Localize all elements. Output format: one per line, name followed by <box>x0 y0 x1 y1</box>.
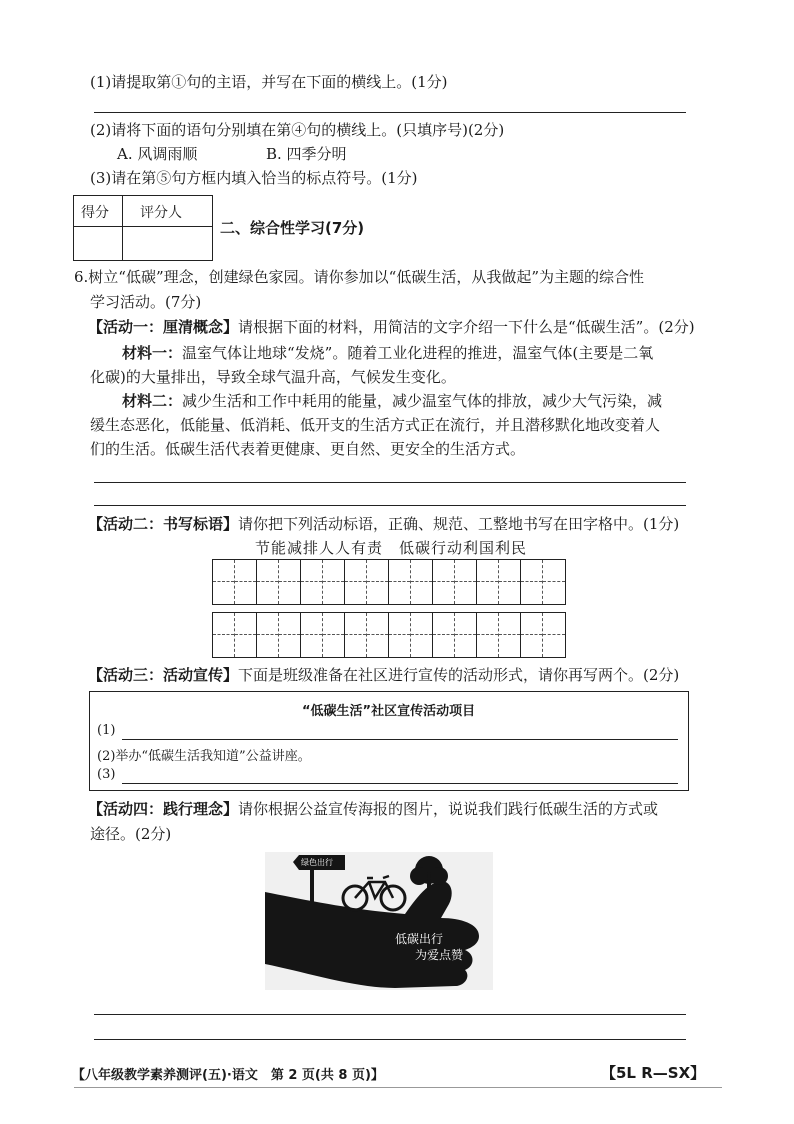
option-a: A. 风调雨顺 <box>117 145 198 163</box>
activity2-tag: 【活动二：书写标语】 <box>88 515 239 533</box>
material2-line1 <box>122 391 662 411</box>
grid-cell[interactable] <box>323 560 345 604</box>
score-cell[interactable] <box>76 229 120 257</box>
grid-cell[interactable] <box>543 560 565 604</box>
grid-cell[interactable] <box>213 560 235 604</box>
activity1-heading <box>88 317 695 337</box>
material2-text: 减少生活和工作中耗用的能量，减少温室气体的排放，减少大气污染，减 <box>182 392 663 410</box>
grid-cell[interactable] <box>213 613 235 657</box>
q5-sub1: (1)请提取第①句的主语，并写在下面的横线上。(1分) <box>90 73 448 91</box>
footer-code: 【5L R—SX】 <box>601 1064 706 1082</box>
score-label: 得分 <box>81 205 109 221</box>
answer-line[interactable] <box>94 112 686 113</box>
promo-item-1-line[interactable] <box>122 739 678 740</box>
material1-text: 温室气体让地球“发烧”。随着工业化进程的推进，温室气体(主要是二氧 <box>182 344 654 362</box>
activity1-tag: 【活动一：厘清概念】 <box>88 318 239 336</box>
table-divider <box>74 226 212 227</box>
grid-cell[interactable] <box>433 560 455 604</box>
grid-cell[interactable] <box>499 560 521 604</box>
activity1-text: 请根据下面的材料，用简洁的文字介绍一下什么是“低碳生活”。(2分) <box>238 318 695 336</box>
grid-cell[interactable] <box>521 613 543 657</box>
activity4-line2: 途径。(2分) <box>90 825 172 843</box>
answer-line[interactable] <box>94 1014 686 1015</box>
grid-cell[interactable] <box>279 613 301 657</box>
grid-cell[interactable] <box>301 613 323 657</box>
activity4-text: 请你根据公益宣传海报的图片，说说我们践行低碳生活的方式或 <box>238 800 659 818</box>
poster-image <box>265 852 493 990</box>
table-divider <box>122 196 123 260</box>
material2-label: 材料二： <box>122 392 183 410</box>
grid-cell[interactable] <box>411 560 433 604</box>
poster-caption-2: 为爱点赞 <box>415 948 464 962</box>
grid-cell[interactable] <box>477 613 499 657</box>
grid-cell[interactable] <box>279 560 301 604</box>
grader-label: 评分人 <box>140 205 182 221</box>
grid-cell[interactable] <box>543 613 565 657</box>
q5-sub3: (3)请在第⑤句方框内填入恰当的标点符号。(1分) <box>90 169 418 187</box>
promo-item-1-number: (1) <box>97 723 116 738</box>
activity3-tag: 【活动三：活动宣传】 <box>88 666 239 684</box>
grid-cell[interactable] <box>257 560 279 604</box>
promo-box-title: “低碳生活”社区宣传活动项目 <box>302 704 476 719</box>
slogan: 节能减排人人有责 低碳行动利国利民 <box>255 539 528 557</box>
promo-item-2: (2)举办“低碳生活我知道”公益讲座。 <box>97 749 311 764</box>
answer-line[interactable] <box>94 1039 686 1040</box>
promo-item-3-number: (3) <box>97 767 116 782</box>
grid-cell[interactable] <box>455 613 477 657</box>
activity4-tag: 【活动四：践行理念】 <box>88 800 239 818</box>
grid-cell[interactable] <box>235 613 257 657</box>
q6-line2: 学习活动。(7分) <box>90 293 202 311</box>
grid-cell[interactable] <box>477 560 499 604</box>
material2-line3: 们的生活。低碳生活代表着更健康、更自然、更安全的生活方式。 <box>90 440 526 458</box>
activity4-heading <box>88 799 658 819</box>
grid-cell[interactable] <box>345 560 367 604</box>
grid-cell[interactable] <box>301 560 323 604</box>
q5-sub2: (2)请将下面的语句分别填在第④句的横线上。(只填序号)(2分) <box>90 121 505 139</box>
grid-cell[interactable] <box>367 613 389 657</box>
section-title: 二、综合性学习(7分) <box>220 219 365 237</box>
grid-cell[interactable] <box>521 560 543 604</box>
grid-cell[interactable] <box>235 560 257 604</box>
score-table <box>73 195 213 261</box>
material1-line1 <box>122 343 653 363</box>
grid-cell[interactable] <box>345 613 367 657</box>
answer-line[interactable] <box>94 505 686 506</box>
footer-left: 【八年级教学素养测评(五)·语文 第 2 页(共 8 页)】 <box>72 1068 384 1083</box>
option-b: B. 四季分明 <box>266 145 347 163</box>
grid-cell[interactable] <box>455 560 477 604</box>
promo-box <box>89 691 689 791</box>
grid-cell[interactable] <box>389 613 411 657</box>
poster-caption-1: 低碳出行 <box>395 932 444 946</box>
writing-grid-row[interactable] <box>212 612 566 658</box>
material2-line2: 缓生态恶化，低能量、低消耗、低开支的生活方式正在流行，并且潜移默化地改变着人 <box>90 416 661 434</box>
footer-divider <box>74 1087 722 1088</box>
poster-sign-text: 绿色出行 <box>301 858 333 867</box>
activity3-text: 下面是班级准备在社区进行宣传的活动形式，请你再写两个。(2分) <box>238 666 680 684</box>
activity2-heading <box>88 514 679 534</box>
grid-cell[interactable] <box>433 613 455 657</box>
grid-cell[interactable] <box>323 613 345 657</box>
material1-line2: 化碳)的大量排出，导致全球气温升高，气候发生变化。 <box>90 368 456 386</box>
material1-label: 材料一： <box>122 344 183 362</box>
q6-line1: 6.树立“低碳”理念，创建绿色家园。请你参加以“低碳生活，从我做起”为主题的综合性 <box>74 268 644 286</box>
grader-cell[interactable] <box>125 229 209 257</box>
writing-grid-row[interactable] <box>212 559 566 605</box>
activity3-heading <box>88 665 679 685</box>
answer-line[interactable] <box>94 482 686 483</box>
grid-cell[interactable] <box>257 613 279 657</box>
grid-cell[interactable] <box>499 613 521 657</box>
promo-item-3-line[interactable] <box>122 783 678 784</box>
grid-cell[interactable] <box>411 613 433 657</box>
grid-cell[interactable] <box>367 560 389 604</box>
activity2-text: 请你把下列活动标语，正确、规范、工整地书写在田字格中。(1分) <box>238 515 680 533</box>
grid-cell[interactable] <box>389 560 411 604</box>
thumbs-up-bike-illustration <box>265 852 493 990</box>
